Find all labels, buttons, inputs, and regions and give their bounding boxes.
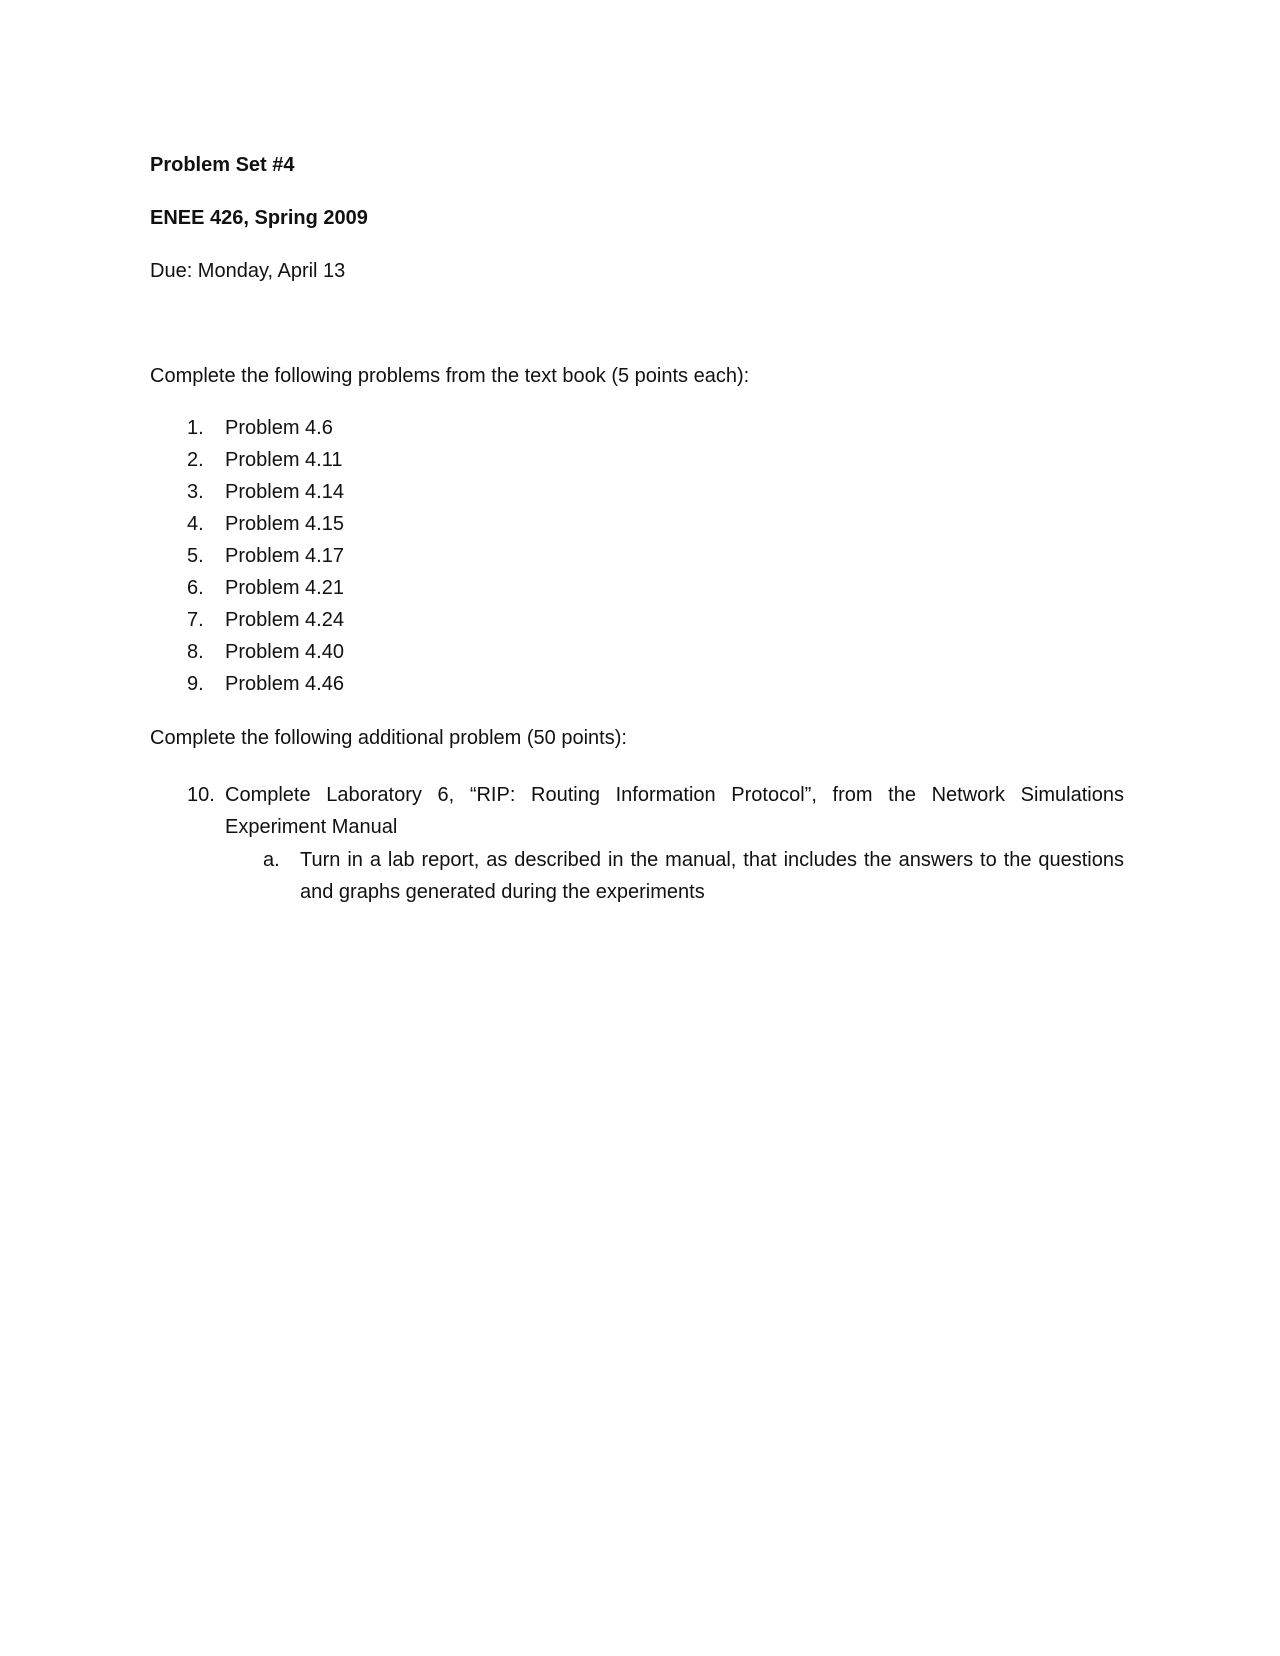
list-item (187, 639, 344, 671)
section2-intro: Complete the following additional problem (50 points): (150, 727, 627, 749)
lab-item (187, 779, 1124, 843)
list-item-number: 9. (187, 673, 204, 695)
list-item-number: 8. (187, 641, 204, 663)
lab-subitem-letter: a. (263, 849, 280, 871)
list-item-number: 3. (187, 481, 204, 503)
list-item-text: Problem 4.46 (225, 673, 344, 695)
course-line: ENEE 426, Spring 2009 (150, 207, 368, 229)
list-item-number: 7. (187, 609, 204, 631)
list-item (187, 607, 344, 639)
list-item-text: Problem 4.11 (225, 449, 343, 471)
lab-subitem (263, 844, 1124, 908)
list-item (187, 447, 344, 479)
due-date: Due: Monday, April 13 (150, 260, 346, 282)
list-item (187, 511, 344, 543)
list-item-number: 4. (187, 513, 204, 535)
list-item-text: Problem 4.21 (225, 577, 344, 599)
list-item-number: 5. (187, 545, 204, 567)
lab-item-number: 10. (187, 784, 215, 806)
list-item-text: Problem 4.15 (225, 513, 344, 535)
list-item (187, 415, 344, 447)
section1-intro: Complete the following problems from the text book (5 points each): (150, 365, 750, 387)
list-item-number: 2. (187, 449, 204, 471)
list-item-number: 1. (187, 417, 204, 439)
document-title: Problem Set #4 (150, 154, 295, 176)
list-item-number: 6. (187, 577, 204, 599)
problem-list (187, 415, 344, 703)
list-item (187, 479, 344, 511)
list-item-text: Problem 4.40 (225, 641, 344, 663)
lab-item-text: Complete Laboratory 6, “RIP: Routing Information Protocol”, from the Network Simulations Experiment Manual (225, 784, 1124, 838)
list-item (187, 543, 344, 575)
list-item (187, 575, 344, 607)
lab-subitem-text: Turn in a lab report, as described in the manual, that includes the answers to the questions and graphs generated during the experiments (300, 849, 1124, 903)
list-item-text: Problem 4.17 (225, 545, 344, 567)
list-item-text: Problem 4.6 (225, 417, 333, 439)
list-item-text: Problem 4.14 (225, 481, 344, 503)
list-item-text: Problem 4.24 (225, 609, 344, 631)
list-item (187, 671, 344, 703)
